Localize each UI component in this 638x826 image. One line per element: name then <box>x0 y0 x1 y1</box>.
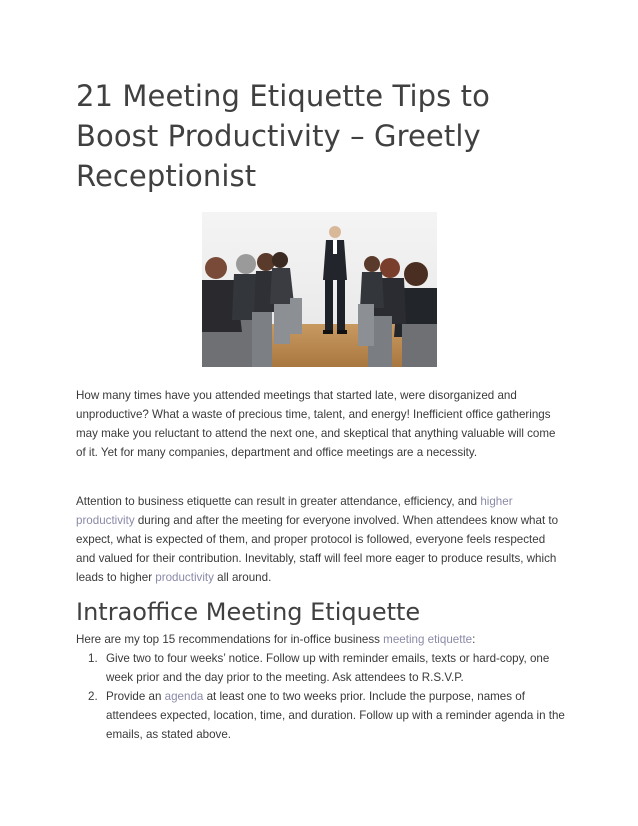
section-intro-text-b: : <box>472 633 476 646</box>
list-item-text: Give two to four weeks’ notice. Follow up with reminder emails, texts or hard-copy, one week prior and the day prior to the meeting. Ask attendees to R.S.V.P. <box>106 652 550 684</box>
paragraph-etiquette-text-c: all around. <box>213 571 272 584</box>
list-item-number: 2. <box>88 690 98 703</box>
hero-image <box>202 212 437 367</box>
list-item <box>76 649 566 687</box>
page-title: 21 Meeting Etiquette Tips to Boost Productivity – Greetly Receptionist <box>76 79 490 193</box>
section-intro <box>76 630 566 649</box>
link-higher-productivity[interactable]: higher productivity <box>76 495 513 527</box>
list-item <box>76 687 566 744</box>
list-item-text-a: Provide an <box>106 690 165 703</box>
paragraph-intro: How many times have you attended meetings that started late, were disorganized and unproductive? What a waste of precious time, talent, and energy! Inefficient office gatherings may make you reluctant to attend the next one, and skeptical that anything valuable will come of it. Yet for many companies, department and office meetings are a necessity. <box>76 389 556 459</box>
link-meeting-etiquette[interactable]: meeting etiquette <box>383 633 473 646</box>
link-agenda[interactable]: agenda <box>164 690 204 703</box>
paragraph-etiquette-text-b: during and after the meeting for everyone involved. When attendees know what to expect, what is expected of them, and proper protocol is followed, everyone feels respected and valued for their contribution. Inevitably, staff will feel more eager to produce results, which leads to higher <box>76 514 559 584</box>
list-item-text-b: at least one to two weeks prior. Include the purpose, names of attendees expected, location, time, and duration. Follow up with a reminder agenda in the emails, as stated above. <box>106 690 565 741</box>
paragraph-etiquette <box>76 492 566 587</box>
section-intro-text-a: Here are my top 15 recommendations for in-office business <box>76 633 384 646</box>
recommendations-list <box>76 649 566 744</box>
paragraph-etiquette-text-a: Attention to business etiquette can result in greater attendance, efficiency, and <box>76 495 481 508</box>
list-item-number: 1. <box>88 652 98 665</box>
section-heading: Intraoffice Meeting Etiquette <box>76 598 421 626</box>
link-productivity[interactable]: productivity <box>155 571 214 584</box>
